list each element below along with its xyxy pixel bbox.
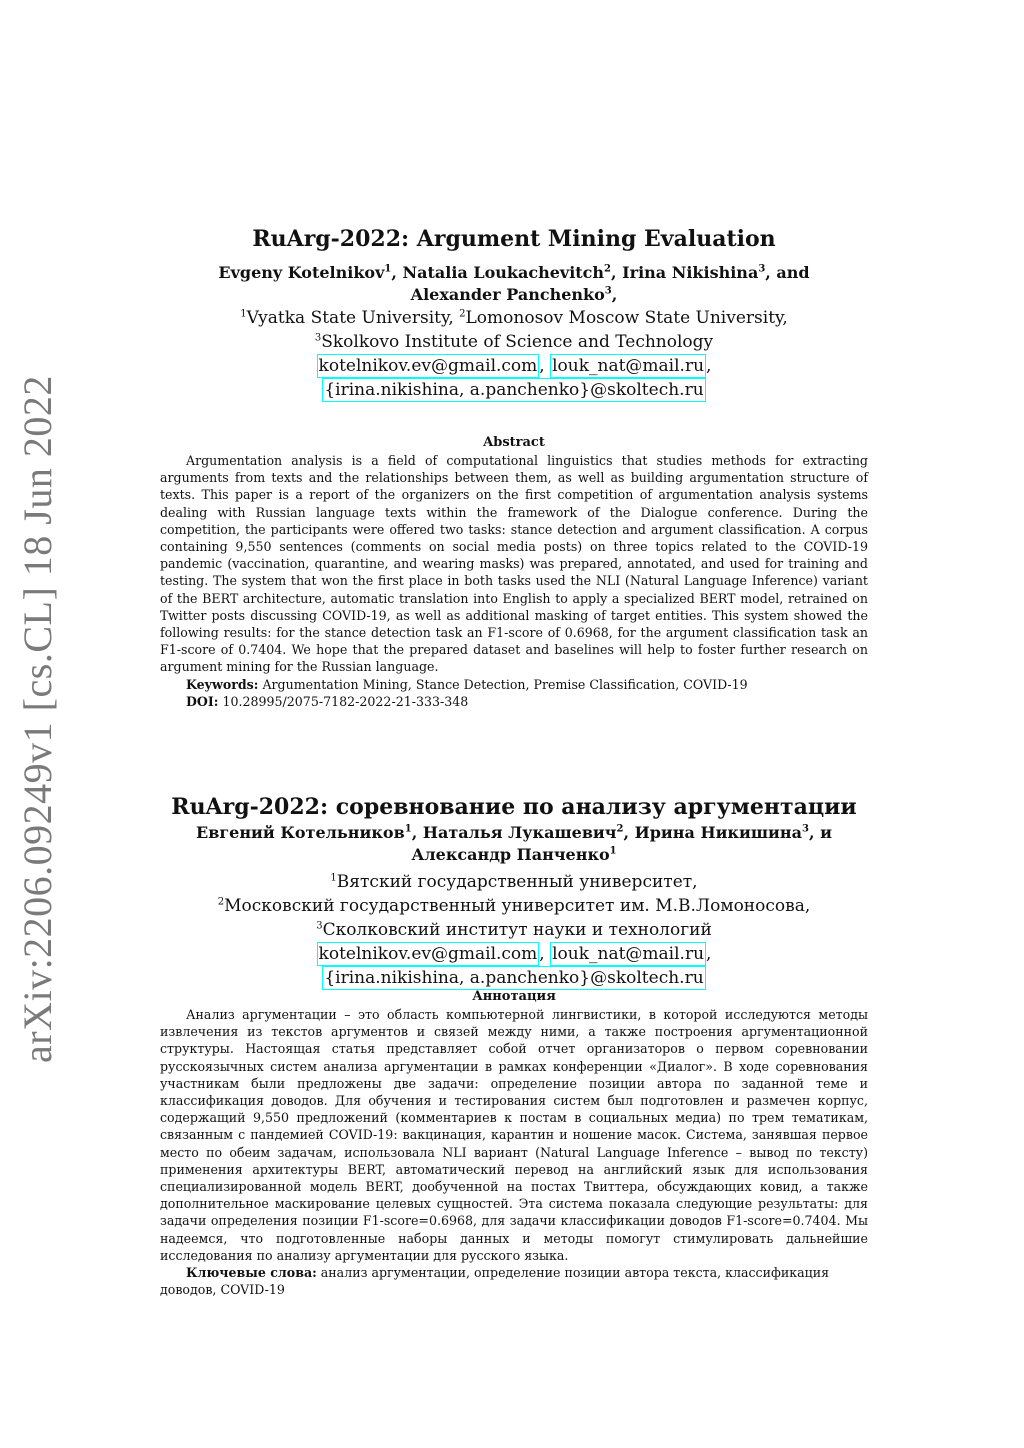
doi-label: DOI: [186, 693, 219, 709]
affil-sup: 1 [240, 308, 247, 320]
doi-line [160, 693, 868, 710]
email-link[interactable]: {irina.nikishina, a.panchenko}@skoltech.ru [324, 968, 704, 988]
russian-header [160, 794, 868, 990]
author-sep: , [411, 823, 423, 842]
affil-sup: 3 [314, 332, 322, 344]
author-sup: 1 [404, 823, 412, 835]
author-sep: , and [765, 263, 810, 282]
authors-en [160, 262, 868, 306]
abstract-heading: Аннотация [472, 989, 556, 1004]
email-link[interactable]: louk_nat@mail.ru [552, 944, 705, 964]
author-sup: 2 [604, 263, 612, 275]
affil-sup: 2 [459, 308, 466, 320]
email-link[interactable]: {irina.nikishina, a.panchenko}@skoltech.ru [324, 380, 704, 400]
affiliation-3: Сколковский институт науки и технологий [322, 920, 712, 940]
abstract-ru [160, 988, 868, 1298]
author-name: Alexander Panchenko [410, 285, 605, 304]
author-sup: 3 [758, 263, 766, 275]
affiliations-ru: $^1$Вятский государственный университет, $^2$Московский государственный университет им. М.В.Ломоносова, $^3$Сколковский институт науки и технологий kotelnikov.ev@gmail.com , louk_nat@mail.ru , {irina.nikishina, a.panchenko}@skoltech.ru [217, 872, 811, 988]
author-sup: 2 [616, 823, 624, 835]
abstract-text: Argumentation analysis is a field of computational linguistics that studies methods for extracting arguments from texts and the relationships between them, as well as building argumentation structure of texts. This paper is a report of the organizers on the first competition of argumentation analysis systems dealing with Russian language texts within the framework of the Dialogue conference. During the competition, the participants were offered two tasks: stance detection and argument classification. A corpus containing 9,550 sentences (comments on social media posts) on three topics related to the COVID-19 pandemic (vaccination, quarantine, and wearing masks) was prepared, annotated, and used for training and testing. The system that won the first place in both tasks used the NLI (Natural Language Inference) variant of the BERT architecture, automatic translation into English to apply a specialized BERT model, retrained on Twitter posts discussing COVID-19, as well as additional masking of target entities. This system showed the following results: for the stance detection task an F1-score of 0.6968, for the argument classification task an F1-score of 0.7404. We hope that the prepared dataset and baselines will help to foster further research on argument mining for the Russian language. [160, 453, 868, 675]
author-name: Natalia Loukachevitch [402, 263, 605, 282]
affil-sup: 2 [217, 896, 225, 908]
affiliations-en: $^1$Vyatka State University, $^2$Lomonosov Moscow State University, $^3$Skolkovo Institute of Science and Technology kotelnikov.ev@gmail.com , louk_nat@mail.ru , {irina.nikishina, a.panchenko}@skoltech.ru [240, 308, 788, 400]
affiliation-3: Skolkovo Institute of Science and Technology [321, 332, 714, 352]
keywords-label: Ключевые слова: [186, 1265, 317, 1281]
author-name: Ирина Никишина [634, 823, 802, 842]
affiliation-1: Вятский государственный университет, [336, 872, 698, 892]
affil-sup: 1 [330, 872, 337, 884]
authors-ru [160, 822, 868, 866]
author-name: Evgeny Kotelnikov [218, 263, 385, 282]
abstract-heading: Abstract [483, 435, 545, 450]
author-sup: 3 [604, 285, 612, 297]
abstract-en [160, 434, 868, 710]
author-name: Евгений Котельников [196, 823, 405, 842]
author-sep: , [391, 263, 403, 282]
doi-value[interactable]: 10.28995/2075-7182-2022-21-333-348 [222, 693, 469, 709]
author-sup: 3 [802, 823, 809, 835]
author-name: Irina Nikishina [622, 263, 759, 282]
author-sep: , и [808, 823, 832, 842]
author-sep: , [611, 285, 618, 304]
keywords-label: Keywords: [186, 676, 259, 692]
keywords-line [160, 1264, 868, 1298]
author-name: Наталья Лукашевич [422, 823, 617, 842]
affiliation-2: Lomonosov Moscow State University, [465, 308, 788, 328]
english-header [160, 226, 868, 402]
paper-title-en: RuArg-2022: Argument Mining Evaluation [252, 226, 776, 252]
email-link[interactable]: kotelnikov.ev@gmail.com [318, 356, 538, 376]
email-link[interactable]: louk_nat@mail.ru [552, 356, 705, 376]
paper-title-ru: RuArg-2022: соревнование по анализу аргументации [171, 794, 857, 820]
author-sep: , [611, 263, 623, 282]
keywords-value: Argumentation Mining, Stance Detection, Premise Classification, COVID-19 [262, 676, 748, 692]
affil-sup: 3 [316, 920, 323, 932]
affiliation-2: Московский государственный университет им. М.В.Ломоносова, [224, 896, 811, 916]
author-sup: 1 [609, 845, 617, 857]
author-sep: , [623, 823, 635, 842]
abstract-text: Анализ аргументации – это область компьютерной лингвистики, в которой исследуются методы извлечения из текстов аргументов и связей между ними, а также построения аргументационной структуры. Настоящая статья представляет собой отчет организаторов о первом соревновании русскоязычных систем анализа аргументации в рамках конференции «Диалог». В ходе соревнования участникам были предложены две задачи: определение позиции автора по заданной теме и классификация доводов. Для обучения и тестирования систем был подготовлен и размечен корпус, содержащий 9,550 предложений (комментариев к постам в социальных медиа) по трем тематикам, связанным с пандемией COVID-19: вакцинация, карантин и ношение масок. Система, занявшая первое место по обеим задачам, использовала NLI вариант (Natural Language Inference – вывод по тексту) применения архитектуры BERT, автоматический перевод на английский язык для использования специализированной модель BERT, дообученной на постах Твиттера, обсуждающих ковид, а также дополнительное маскирование целевых сущностей. Эта система показала следующие результаты: для задачи определения позиции F1-score=0.6968, для задачи классификации доводов F1-score=0.7404. Мы надеемся, что подготовленные наборы данных и методы помогут стимулировать дальнейшие исследования по анализу аргументации для русского языка. [160, 1007, 868, 1263]
keywords-line [160, 676, 868, 693]
affiliation-1: Vyatka State University, [246, 308, 460, 328]
author-name: Александр Панченко [411, 845, 610, 864]
arxiv-identifier: arXiv:2206.09249v1 [cs.CL] 18 Jun 2022 [15, 375, 60, 1063]
email-link[interactable]: kotelnikov.ev@gmail.com [318, 944, 538, 964]
author-sup: 1 [384, 263, 392, 275]
keywords-value: анализ аргументации, определение позиции автора текста, классификация доводов, COVID-19 [160, 1265, 830, 1298]
